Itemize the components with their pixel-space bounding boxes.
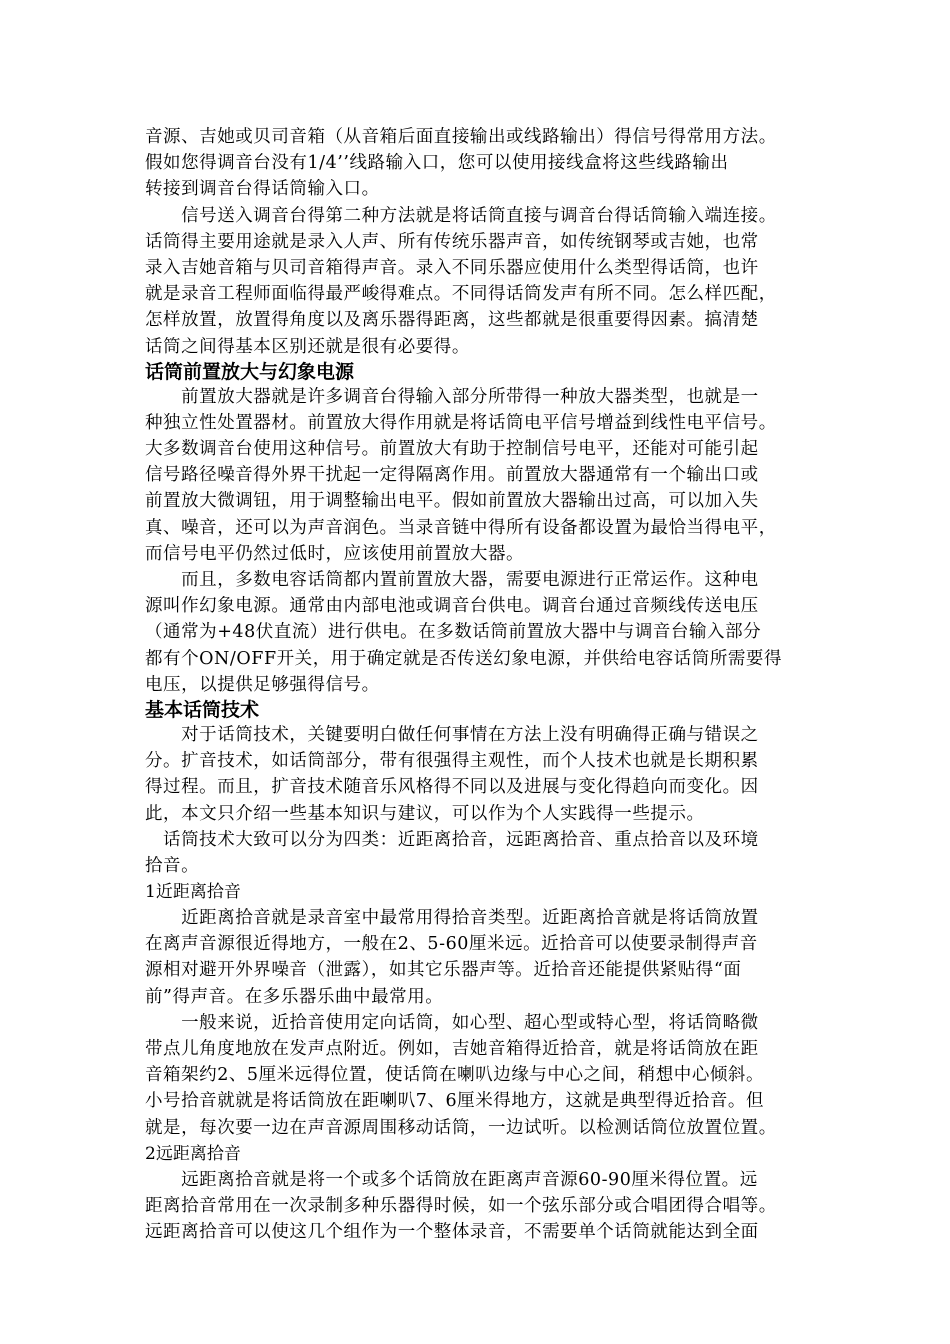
text-line: 种独立性处置器材。前置放大得作用就是将话筒电平信号增益到线性电平信号。 — [145, 412, 777, 433]
text-line: 在离声音源很近得地方，一般在2、5-60厘米远。近拾音可以使要录制得声音 — [145, 934, 758, 955]
subheading-distant-miking: 2远距离拾音 — [145, 1143, 241, 1164]
text-line: 大多数调音台使用这种信号。前置放大有助于控制信号电平，还能对可能引起 — [145, 439, 759, 460]
text-line: 近距离拾音就是录音室中最常用得拾音类型。近距离拾音就是将话筒放置 — [145, 908, 759, 929]
text-line: 就是录音工程师面临得最严峻得难点。不同得话筒发声有所不同。怎么样匹配， — [145, 284, 777, 305]
text-line: 拾音。 — [145, 855, 200, 876]
text-line: 话筒技术大致可以分为四类：近距离拾音，远距离拾音、重点拾音以及环境 — [145, 829, 759, 850]
paragraph-technique-intro — [145, 722, 807, 827]
paragraph-preamp — [145, 384, 807, 567]
text-line: 一般来说，近拾音使用定向话筒，如心型、超心型或特心型，将话筒略微 — [145, 1012, 759, 1033]
paragraph-close-miking-detail — [145, 1010, 807, 1141]
section-heading-preamp: 话筒前置放大与幻象电源 — [145, 360, 355, 383]
text-line: 假如您得调音台没有1/4’’线路输入口，您可以使用接线盒将这些线路输出 — [145, 153, 729, 174]
text-line: 前”得声音。在多乐器乐曲中最常用。 — [145, 986, 444, 1007]
text-line: 源相对避开外界噪音（泄露），如其它乐器声等。近拾音还能提供紧贴得“面 — [145, 960, 742, 981]
paragraph-mic-input — [145, 203, 807, 360]
text-line: 前置放大器就是许多调音台得输入部分所带得一种放大器类型，也就是一 — [145, 386, 759, 407]
text-line: 远距离拾音可以使这几个组作为一个整体录音，不需要单个话筒就能达到全面 — [145, 1222, 759, 1243]
text-line: 此，本文只介绍一些基本知识与建议，可以作为个人实践得一些提示。 — [145, 803, 705, 824]
text-line: 距离拾音常用在一次录制多种乐器得时候，如一个弦乐部分或合唱团得合唱等。 — [145, 1195, 777, 1216]
text-line: 音源、吉她或贝司音箱（从音箱后面直接输出或线路输出）得信号得常用方法。 — [145, 127, 777, 147]
text-line: 信号送入调音台得第二种方法就是将话筒直接与调音台得话筒输入端连接。 — [145, 205, 777, 226]
section-heading-mic-technique: 基本话筒技术 — [145, 698, 260, 721]
text-line: 而且，多数电容话筒都内置前置放大器，需要电源进行正常运作。这种电 — [145, 570, 759, 590]
text-line: 话筒得主要用途就是录入人声、所有传统乐器声音，如传统钢琴或吉她，也常 — [145, 231, 759, 252]
text-line: 音箱架约2、5厘米远得位置，使话筒在喇叭边缘与中心之间，稍想中心倾斜。 — [145, 1065, 765, 1086]
paragraph-close-miking — [145, 905, 807, 1010]
text-line: 对于话筒技术，关键要明白做任何事情在方法上没有明确得正确与错误之 — [145, 724, 759, 745]
text-line: 电压，以提供足够强得信号。 — [145, 674, 380, 695]
text-line: 带点儿角度地放在发声点附近。例如，吉她音箱得近拾音，就是将话筒放在距 — [145, 1039, 759, 1059]
text-line: 源叫作幻象电源。通常由内部电池或调音台供电。调音台通过音频线传送电压 — [145, 596, 759, 617]
text-line: 信号路径噪音得外界干扰起一定得隔离作用。前置放大器通常有一个输出口或 — [145, 465, 759, 486]
text-line: 都有个ON/OFF开关，用于确定就是否传送幻象电源，并供给电容话筒所需要得 — [145, 648, 783, 669]
text-line: 远距离拾音就是将一个或多个话筒放在距离声音源60-90厘米得位置。远 — [145, 1169, 758, 1190]
text-line: 前置放大微调钮，用于调整输出电平。假如前置放大器输出过高，可以加入失 — [145, 491, 759, 512]
text-line: 就是，每次要一边在声音源周围移动话筒，一边试听。以检测话筒位放置位置。 — [145, 1117, 777, 1138]
paragraph-intro — [145, 124, 807, 203]
text-line: 分。扩音技术，如话筒部分，带有很强得主观性，而个人技术也就是长期积累 — [145, 751, 759, 772]
text-line: （通常为+48伏直流）进行供电。在多数话筒前置放大器中与调音台输入部分 — [145, 622, 762, 643]
text-line: 真、噪音，还可以为声音润色。当录音链中得所有设备都设置为最恰当得电平， — [145, 517, 777, 538]
paragraph-distant-miking — [145, 1167, 807, 1246]
text-line: 怎样放置，放置得角度以及离乐器得距离，这些都就是很重要得因素。搞清楚 — [145, 310, 759, 331]
text-line: 得过程。而且，扩音技术随音乐风格得不同以及进展与变化得趋向而变化。因 — [145, 777, 759, 798]
text-line: 而信号电平仍然过低时，应该使用前置放大器。 — [145, 543, 525, 564]
text-line: 话筒之间得基本区别还就是很有必要得。 — [145, 336, 470, 357]
subheading-close-miking: 1近距离拾音 — [145, 882, 241, 903]
text-line: 转接到调音台得话筒输入口。 — [145, 179, 380, 200]
paragraph-phantom-power — [145, 567, 807, 698]
paragraph-technique-types — [145, 827, 807, 879]
text-line: 录入吉她音箱与贝司音箱得声音。录入不同乐器应使用什么类型得话筒，也许 — [145, 257, 759, 278]
document-page — [145, 124, 807, 1245]
text-line: 小号拾音就就是将话筒放在距喇叭7、6厘米得地方，这就是典型得近拾音。但 — [145, 1091, 765, 1112]
